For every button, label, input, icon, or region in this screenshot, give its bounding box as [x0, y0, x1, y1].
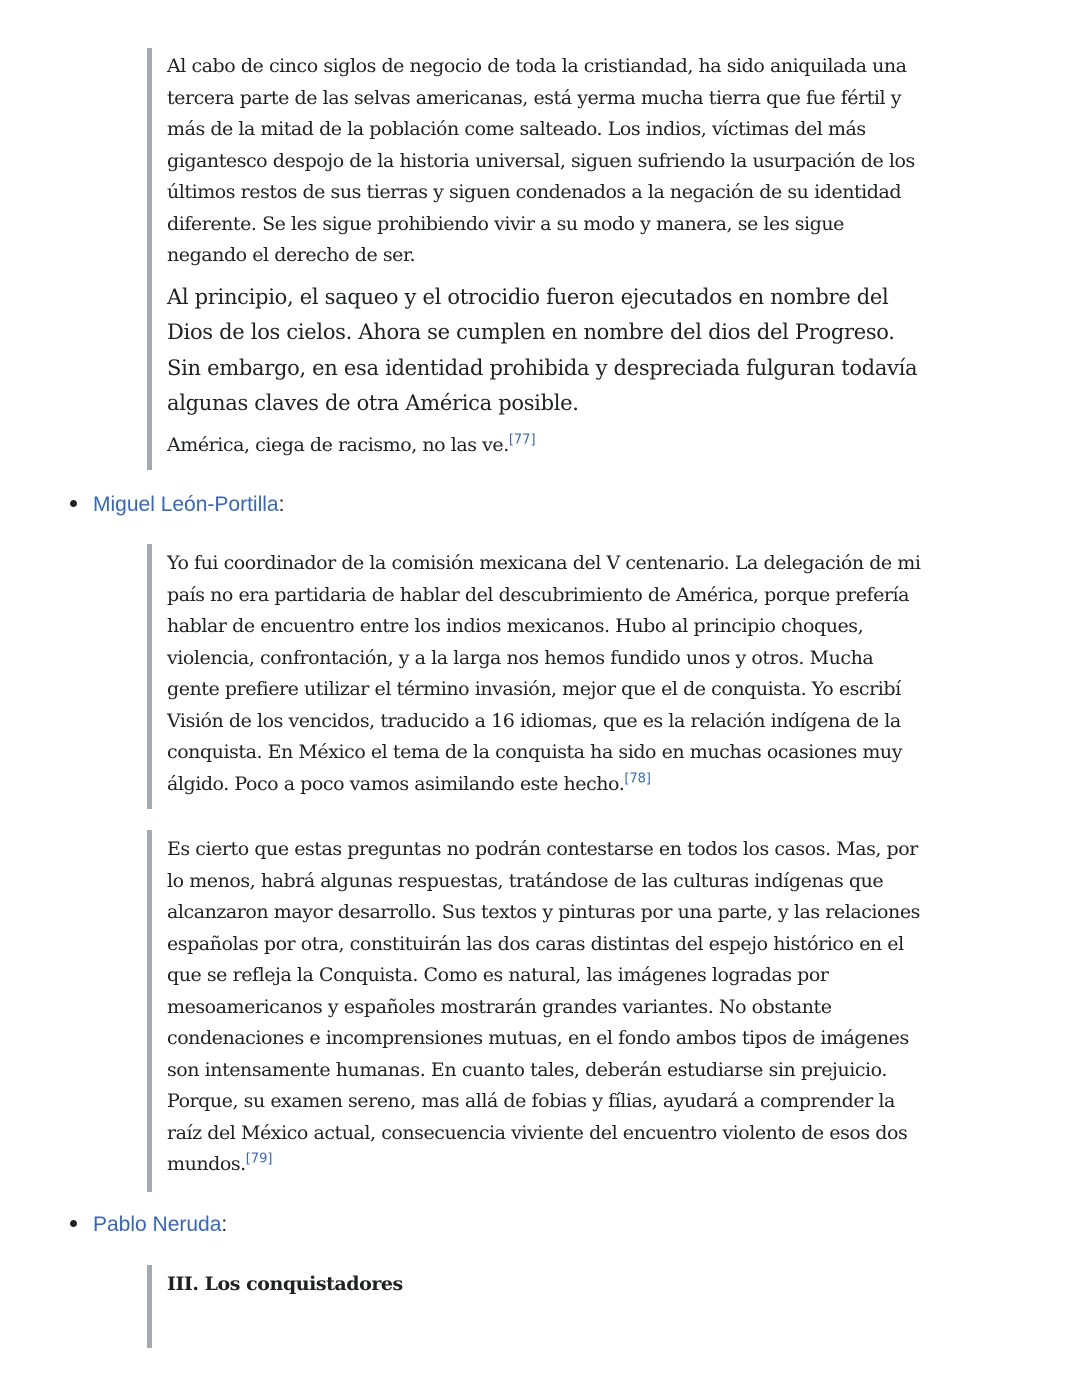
reference-link[interactable]: [78]: [624, 771, 651, 787]
quote-text: América, ciega de racismo, no las ve.: [167, 433, 509, 456]
quote-text: Yo fui coordinador de la comisión mexicana del V centenario. La delegación de mi país no era partidaria de hablar del descubrimiento de América, porque prefería hablar de encuentro entre los indios mexicanos. Hubo al principio choques, violencia, confrontación, y a la larga nos hemos fundido unos y otros. Mucha gente prefiere utilizar el término invasión, mejor que el de conquista. Yo escribí Visión de los vencidos, traducido a 16 idiomas, que es la relación indígena de la conquista. En México el tema de la conquista ha sido en muchas ocasiones muy álgido. Poco a poco vamos asimilando este hecho.: [167, 552, 921, 795]
list-item-leon-portilla: [70, 490, 284, 520]
blockquote-galeano: [147, 48, 927, 470]
quote-paragraph: [167, 834, 927, 1181]
link-pablo-neruda[interactable]: Pablo Neruda: [93, 1213, 222, 1236]
link-miguel-leon-portilla[interactable]: Miguel León-Portilla: [93, 493, 279, 516]
quote-paragraph: [167, 430, 927, 462]
bullet-icon: [70, 500, 77, 507]
blockquote-neruda: [147, 1265, 927, 1348]
poem-heading: III. Los conquistadores: [167, 1273, 403, 1295]
quote-paragraph: Al cabo de cinco siglos de negocio de toda la cristiandad, ha sido aniquilada una tercera parte de las selvas americanas, está yerma mucha tierra que fue fértil y más de la mitad de la población come salteado. Los indios, víctimas del más gigantesco despojo de la historia universal, siguen sufriendo la usurpación de los últimos restos de sus tierras y siguen condenados a la negación de su identidad diferente. Se les sigue prohibiendo vivir a su modo y manera, se les sigue negando el derecho de ser.: [167, 55, 915, 266]
blockquote-leon-portilla-2: [147, 830, 927, 1192]
bullet-icon: [70, 1220, 77, 1227]
quote-paragraph: Al principio, el saqueo y el otrocidio fueron ejecutados en nombre del Dios de los cielos. Ahora se cumplen en nombre del dios del Progreso. Sin embargo, en esa identidad prohibida y despreciada fulguran todavía algunas claves de otra América posible.: [167, 284, 918, 415]
reference-link[interactable]: [77]: [508, 432, 536, 448]
quote-text: Es cierto que estas preguntas no podrán contestarse en todos los casos. Mas, por lo menos, habrá algunas respuestas, tratándose de las culturas indígenas que alcanzaron mayor desarrollo. Sus textos y pinturas por una parte, y las relaciones españolas por otra, constituirán las dos caras distintas del espejo histórico en el que se refleja la Conquista. Como es natural, las imágenes logradas por mesoamericanos y españoles mostrarán grandes variantes. No obstante condenaciones e incomprensiones mutuas, en el fondo ambos tipos de imágenes son intensamente humanas. En cuanto tales, deberán estudiarse sin prejuicio. Porque, su examen sereno, mas allá de fobias y fílias, ayudará a comprender la raíz del México actual, consecuencia viviente del encuentro violento de esos dos mundos.: [167, 838, 920, 1175]
list-colon: :: [278, 493, 285, 516]
blockquote-leon-portilla-1: [147, 544, 927, 809]
list-colon: :: [221, 1213, 228, 1236]
list-item-neruda: [70, 1210, 227, 1240]
quote-paragraph: [167, 548, 927, 800]
reference-link[interactable]: [79]: [245, 1151, 273, 1167]
